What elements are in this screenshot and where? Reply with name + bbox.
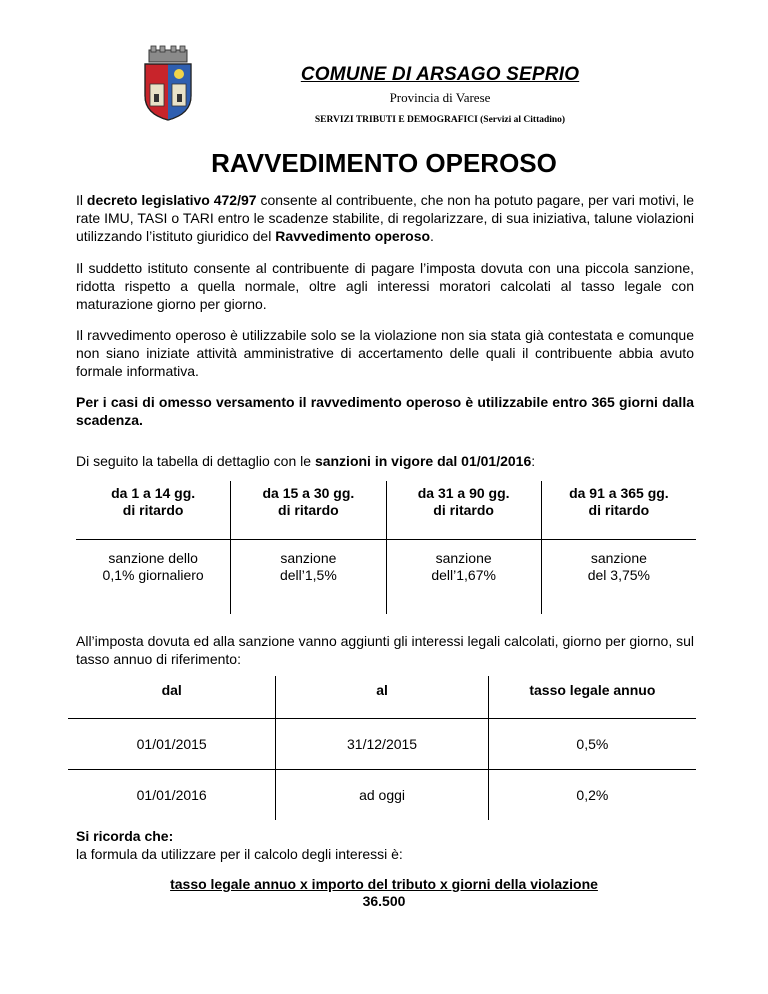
servizi-label: SERVIZI TRIBUTI E DEMOGRAFICI (Servizi al Cittadino) [314,115,566,125]
table-header-cell: al [276,676,488,719]
paragraph-si-ricorda: Si ricorda che: la formula da utilizzare per il calcolo degli interessi è: [76,828,403,862]
paragraph-interessi: All’imposta dovuta ed alla sanzione vanno aggiunti gli interessi legali calcolati, giorno per giorno, sul tasso annuo di riferimento: [76,633,694,667]
table-row [68,719,696,770]
page-title: RAVVEDIMENTO OPEROSO [211,148,557,178]
table-cell: 0,2% [488,770,696,821]
table-header-row [68,676,696,719]
table-cell: sanzione dello 0,1% giornaliero [102,550,204,583]
provincia-label: Provincia di Varese [389,90,491,105]
table-cell: 31/12/2015 [276,719,488,770]
comune-title: COMUNE DI ARSAGO SEPRIO [300,64,580,85]
table-cell: 01/01/2015 [68,719,276,770]
sanzioni-table [76,481,696,614]
table-row [76,540,696,615]
formula-denominator: 36.500 [362,893,406,909]
intro-paragraph: Il decreto legislativo 472/97 consente al contribuente, che non ha potuto pagare, per vari motivi, le rate IMU, TASI o TARI entro le scadenze stabilite, di regolarizzare, di sua iniziativa, talune violazioni utilizzando l’istituto giuridico del Ravvedimento operoso. [76,192,695,244]
formula-numerator: tasso legale annuo x importo del tributo x giorni della violazione [170,876,598,892]
table-header-cell: da 31 a 90 gg. di ritardo [386,481,541,540]
table-cell: ad oggi [276,770,488,821]
table-header-cell: da 91 a 365 gg. di ritardo [541,481,696,540]
municipal-coat-of-arms-icon [139,44,197,122]
paragraph-omesso-versamento: Per i casi di omesso versamento il ravvedimento operoso è utilizzabile entro 365 giorni dalla scadenza. [76,394,694,428]
table-header-cell: tasso legale annuo [488,676,696,719]
paragraph-istituto: Il suddetto istituto consente al contribuente di pagare l’imposta dovuta con una piccola sanzione, ridotta rispetto a quella normale, oltre agli interessi moratori calcolati al tasso legale con maturazione giorno per giorno. [76,260,694,312]
table-cell: 01/01/2016 [136,787,207,803]
table-cell: sanzione del 3,75% [541,540,696,615]
paragraph-tabella-intro: Di seguito la tabella di dettaglio con le sanzioni in vigore dal 01/01/2016: [76,453,536,469]
paragraph-condizioni: Il ravvedimento operoso è utilizzabile solo se la violazione non sia stata già contestata e comunque non siano iniziate attività amministrative di accertamento delle quali il contribuente abbia avuto formale informativa. [76,327,694,379]
table-header-cell: da 1 a 14 gg. di ritardo [76,481,231,540]
tassi-table [68,676,696,820]
table-cell: sanzione dell’1,67% [386,540,541,615]
table-cell: 0,5% [488,719,696,770]
table-header-cell: da 15 a 30 gg. di ritardo [231,481,386,540]
interest-formula [100,876,668,910]
table-header-row [76,481,696,540]
table-cell: sanzione dell’1,5% [231,540,386,615]
table-row [68,770,696,821]
table-header-cell: dal [68,676,276,719]
